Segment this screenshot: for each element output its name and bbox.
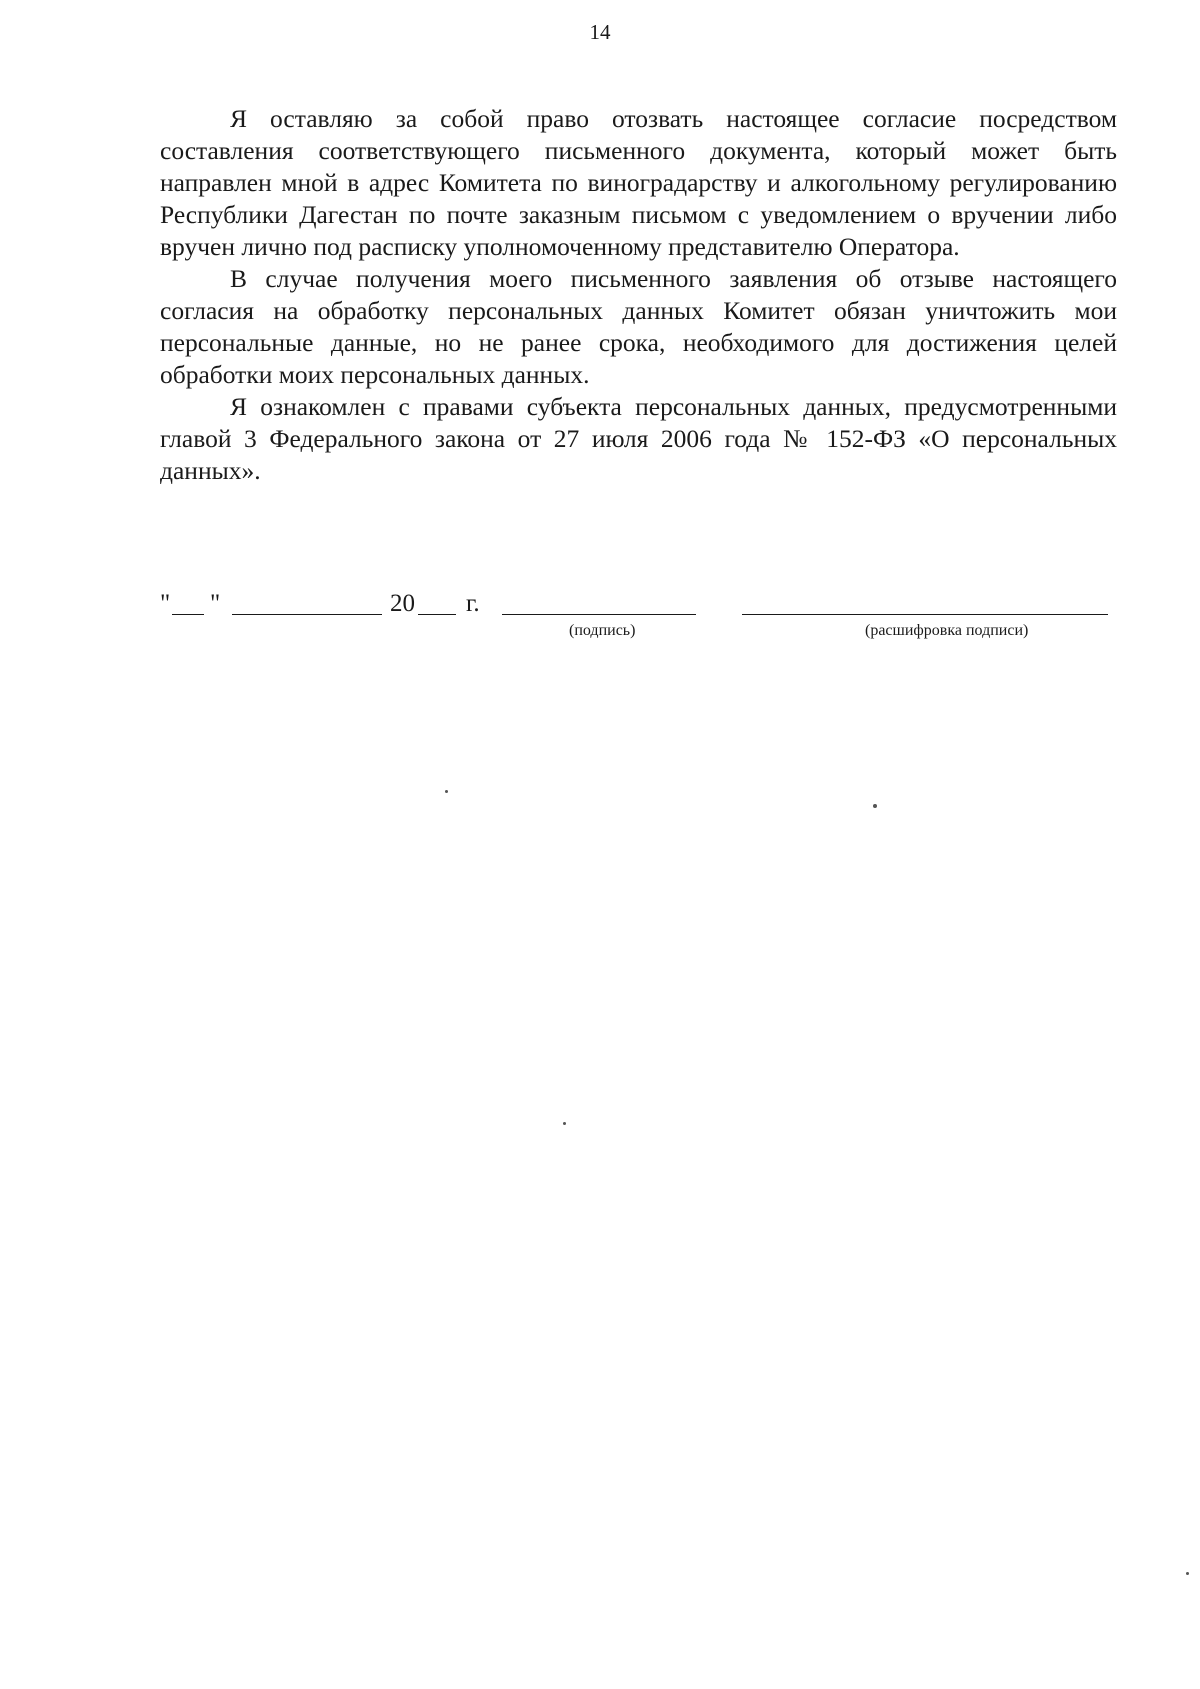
- document-body: [160, 103, 1117, 487]
- date-quote-open: ": [160, 590, 171, 617]
- day-field[interactable]: [172, 614, 204, 615]
- signature-caption: (подпись): [569, 622, 636, 639]
- date-quote-close: ": [210, 590, 221, 617]
- signature-block: [160, 590, 1120, 650]
- year-suffix: г.: [466, 590, 480, 617]
- year-prefix: 20: [390, 590, 415, 617]
- signature-decoding-caption: (расшифровка подписи): [865, 622, 1029, 639]
- scan-speck: [445, 790, 448, 793]
- year-field[interactable]: [418, 614, 456, 615]
- paragraph-acknowledgement: Я ознакомлен с правами субъекта персональных данных, предусмотренными главой 3 Федерального закона от 27 июля 2006 года № 152-ФЗ «О персональных данных».: [160, 392, 1117, 485]
- paragraph-revocation-right: Я оставляю за собой право отозвать настоящее согласие посредством составления соответствующего письменного документа, который может быть направлен мной в адрес Комитета по виноградарству и алкогольному регулированию Республики Дагестан по почте заказным письмом с уведомлением о вручении либо вручен лично под расписку уполномоченному представителю Оператора.: [160, 104, 1117, 261]
- scan-speck: [873, 804, 877, 808]
- page-number: 14: [589, 20, 611, 44]
- paragraph-revocation-consequence: В случае получения моего письменного заявления об отзыве настоящего согласия на обработку персональных данных Комитет обязан уничтожить мои персональные данные, но не ранее срока, необходимого для достижения целей обработки моих персональных данных.: [160, 264, 1117, 389]
- signature-decoding-line[interactable]: [742, 614, 1108, 615]
- scan-speck: [563, 1122, 566, 1125]
- month-field[interactable]: [232, 614, 382, 615]
- scan-speck: [1186, 1572, 1189, 1575]
- signature-line[interactable]: [502, 614, 696, 615]
